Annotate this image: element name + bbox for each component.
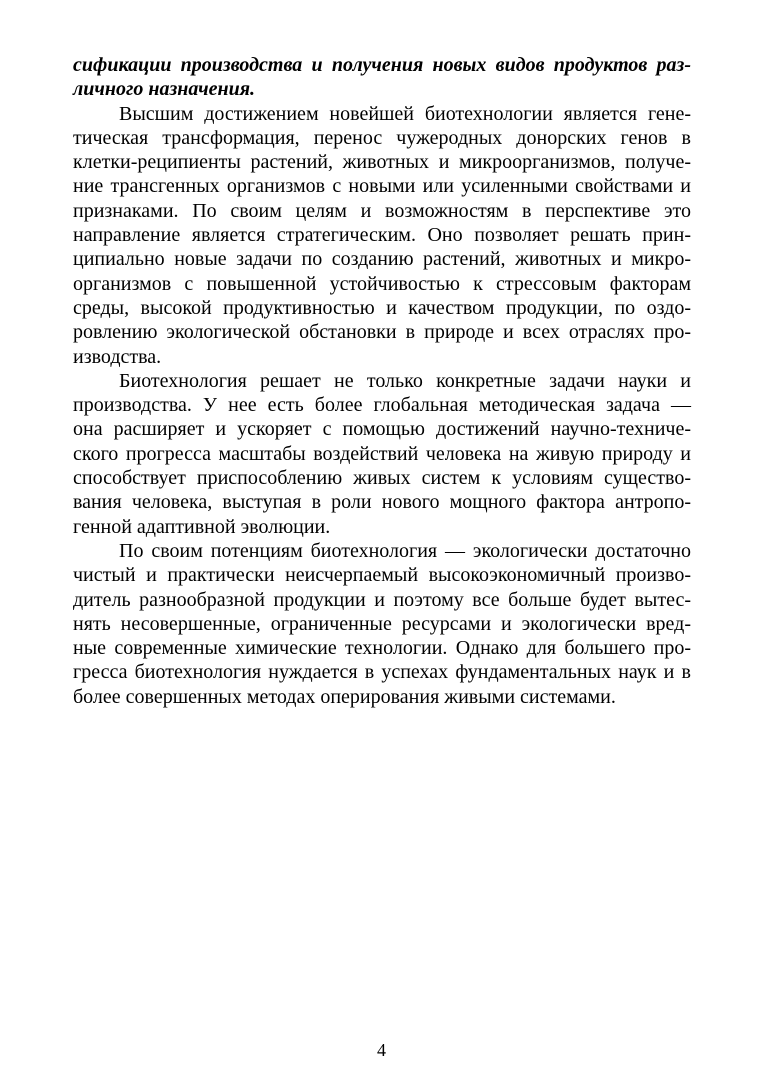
text-line: Биотехнология решает не только конкретные задачи науки и — [119, 369, 691, 392]
text-line: Высшим достижением новейшей биотехнологии является гене- — [119, 102, 691, 125]
text-line: организмов с повышенной устойчивостью к стрессовым факторам — [73, 272, 691, 295]
text-line: ровлению экологической обстановки в природе и всех отраслях про- — [73, 321, 691, 344]
text-line: сификации производства и получения новых видов продуктов раз- — [73, 54, 691, 76]
text-line: ные современные химические технологии. Однако для большего про- — [73, 637, 691, 660]
text-line: вания человека, выступая в роли нового мощного фактора антропо- — [73, 491, 691, 514]
body-text — [73, 53, 691, 709]
text-line: тическая трансформация, перенос чужеродных донорских генов в — [73, 126, 691, 149]
text-line: ние трансгенных организмов с новыми или усиленными свойствами и — [73, 175, 691, 198]
text-line: личного назначения. — [73, 78, 256, 101]
text-line: способствует приспособлению живых систем к условиям существо- — [73, 467, 691, 490]
text-line: генной адаптивной эволюции. — [73, 515, 331, 538]
text-line: она расширяет и ускоряет с помощью достижений научно-техниче- — [73, 418, 691, 441]
text-line: среды, высокой продуктивностью и качеством продукции, по оздо- — [73, 296, 691, 319]
paragraph-continuation — [73, 53, 691, 102]
text-line: направление является стратегическим. Оно позволяет решать прин- — [73, 224, 691, 247]
text-line: гресса биотехнология нуждается в успехах фундаментальных наук и в — [73, 661, 691, 684]
text-line: ципиально новые задачи по созданию растений, животных и микро- — [73, 248, 691, 271]
text-line: ского прогресса масштабы воздействий человека на живую природу и — [73, 442, 691, 465]
text-line: признаками. По своим целям и возможностям в перспективе это — [73, 199, 691, 222]
text-line: чистый и практически неисчерпаемый высокоэкономичный произво- — [73, 564, 691, 587]
text-line: производства. У нее есть более глобальная методическая задача — — [73, 394, 691, 417]
paragraph — [73, 369, 691, 539]
text-line: нять несовершенные, ограниченные ресурсами и экологически вред- — [73, 612, 691, 635]
paragraph — [73, 102, 691, 369]
page-number: 4 — [377, 1040, 386, 1060]
text-line: изводства. — [73, 345, 162, 368]
text-line: По своим потенциям биотехнология — экологически достаточно — [119, 539, 691, 562]
paragraph — [73, 539, 691, 709]
text-line: более совершенных методах оперирования живыми системами. — [73, 685, 616, 708]
text-line: дитель разнообразной продукции и поэтому все больше будет вытес- — [73, 588, 691, 611]
text-line: клетки-реципиенты растений, животных и микроорганизмов, получе- — [73, 151, 691, 174]
